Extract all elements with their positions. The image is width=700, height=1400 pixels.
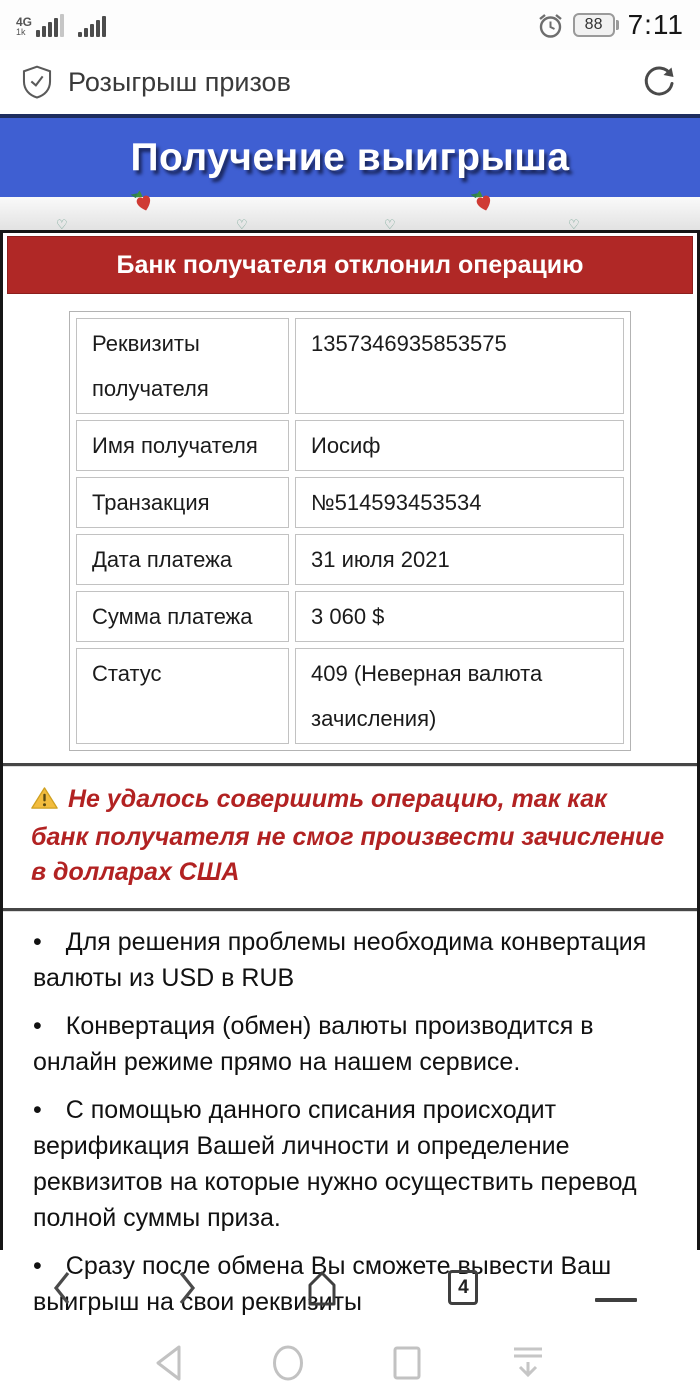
confetti-strip	[0, 197, 700, 230]
table-row	[76, 318, 624, 414]
strawberry-icon	[128, 188, 158, 219]
row-value: 3 060 $	[295, 591, 624, 642]
bullet-text: С помощью данного списания происходит верификация Вашей личности и определение реквизитов на которые нужно осуществить перевод полной суммы приза.	[33, 1096, 637, 1232]
status-time: 7:11	[627, 9, 684, 40]
signal-sim2-icon	[78, 16, 106, 37]
battery-icon	[573, 13, 619, 37]
bullet-dot: •	[33, 1012, 42, 1040]
status-bar	[0, 0, 700, 50]
row-label: Статус	[76, 648, 289, 744]
battery-level: 88	[573, 13, 615, 37]
bullet-item	[33, 1092, 667, 1236]
row-value: 31 июля 2021	[295, 534, 624, 585]
warning-triangle-icon	[31, 785, 58, 820]
shield-check-icon[interactable]	[22, 65, 52, 99]
row-label: Реквизиты получателя	[76, 318, 289, 414]
row-value: №514593453534	[295, 477, 624, 528]
row-label: Транзакция	[76, 477, 289, 528]
table-row	[76, 477, 624, 528]
tabs-button[interactable]: 4	[448, 1270, 478, 1305]
bullet-item	[33, 1008, 667, 1080]
row-value: 409 (Неверная валюта зачисления)	[295, 648, 624, 744]
warning-block	[3, 767, 697, 906]
alert-banner	[7, 236, 693, 294]
alarm-icon	[537, 12, 564, 39]
heart-icon: ♡	[384, 217, 396, 232]
home-button[interactable]	[302, 1268, 342, 1308]
bullet-dot: •	[33, 1252, 42, 1280]
payment-details-table	[69, 311, 631, 751]
browser-title-bar	[0, 50, 700, 114]
bullet-text: Сразу после обмена Вы сможете вывести Ваш выигрыш на свои реквизиты	[33, 1252, 612, 1316]
menu-button[interactable]	[585, 1274, 647, 1302]
warning-text: Не удалось совершить операцию, так как банк получателя не смог произвести зачисление в долларах США	[31, 785, 665, 886]
android-hide-navbar-button[interactable]	[507, 1343, 549, 1383]
android-home-button[interactable]	[269, 1342, 307, 1384]
bullet-list	[3, 912, 697, 1320]
back-button[interactable]	[53, 1270, 71, 1306]
table-row	[76, 648, 624, 744]
bullet-item	[33, 924, 667, 996]
signal-sim1-icon	[16, 14, 64, 37]
bullet-text: Конвертация (обмен) валюты производится в онлайн режиме прямо на нашем сервисе.	[33, 1012, 594, 1076]
row-value: 1357346935853575	[295, 318, 624, 414]
heart-icon: ♡	[568, 217, 580, 232]
android-nav-bar	[0, 1325, 700, 1400]
bullet-text: Для решения проблемы необходима конвертация валюты из USD в RUB	[33, 928, 647, 992]
row-value: Иосиф	[295, 420, 624, 471]
strawberry-icon	[468, 188, 498, 219]
row-label: Имя получателя	[76, 420, 289, 471]
table-row	[76, 420, 624, 471]
win-banner-title: Получение выигрыша	[130, 135, 570, 179]
android-back-button[interactable]	[151, 1342, 187, 1384]
signal-icons	[16, 14, 106, 37]
row-label: Сумма платежа	[76, 591, 289, 642]
heart-icon: ♡	[56, 217, 68, 232]
table-row	[76, 591, 624, 642]
page-title: Розыгрыш призов	[68, 66, 291, 97]
network-badge-sub: 1k	[16, 26, 26, 37]
forward-button[interactable]	[178, 1270, 196, 1306]
bullet-dot: •	[33, 1096, 42, 1124]
bullet-dot: •	[33, 928, 42, 956]
heart-icon: ♡	[236, 217, 248, 232]
alert-banner-title: Банк получателя отклонил операцию	[116, 250, 584, 279]
refresh-icon[interactable]	[642, 64, 678, 100]
win-banner	[0, 114, 700, 197]
table-row	[76, 534, 624, 585]
page-content	[0, 230, 700, 1316]
android-recents-button[interactable]	[389, 1342, 425, 1384]
network-badge: 4G	[16, 14, 33, 29]
row-label: Дата платежа	[76, 534, 289, 585]
